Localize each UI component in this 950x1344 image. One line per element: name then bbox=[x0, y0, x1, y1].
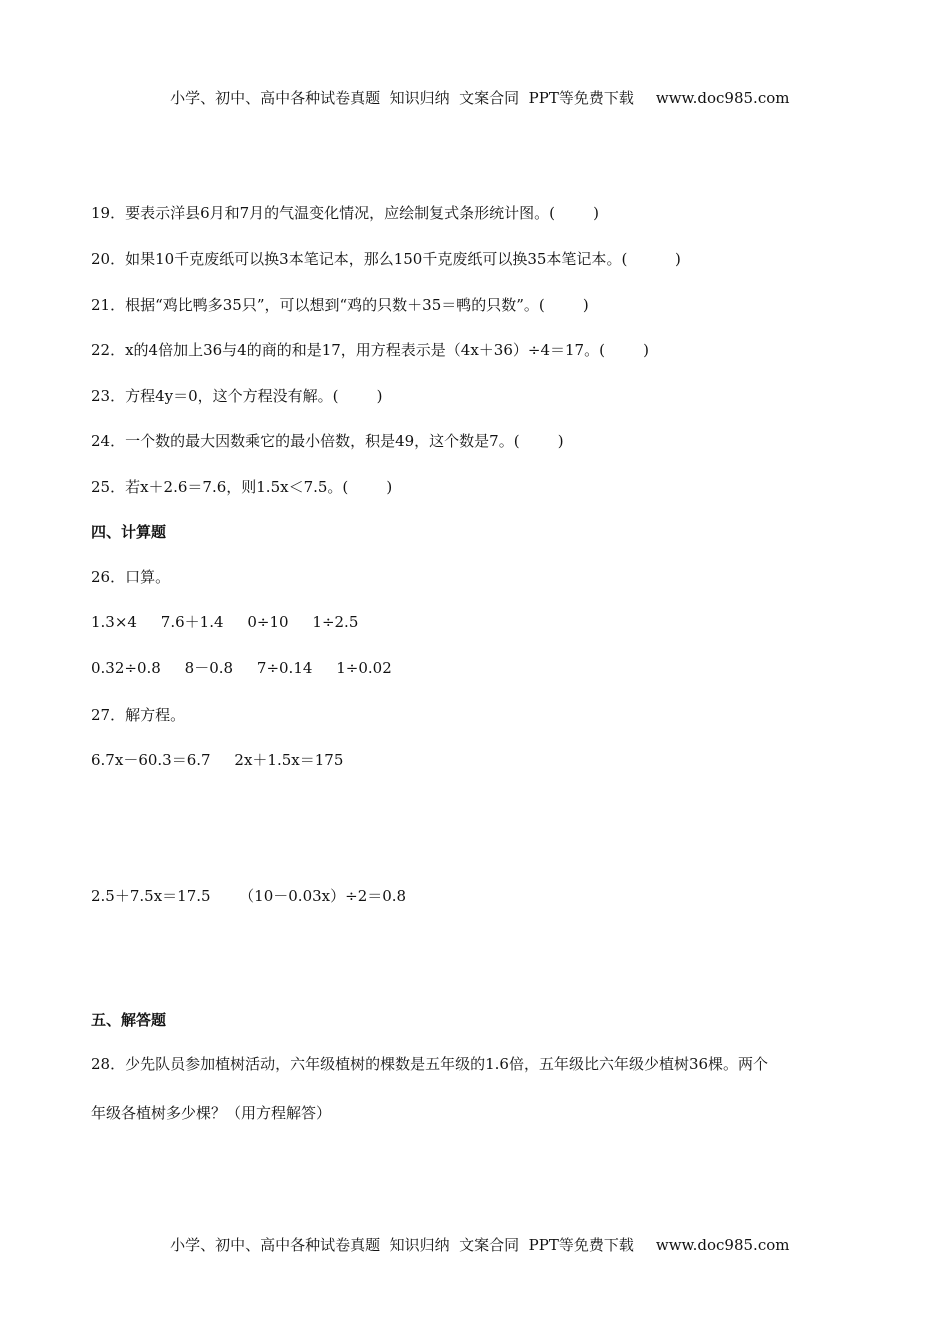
question-23: 23．方程4y＝0，这个方程没有解。( ) bbox=[91, 387, 383, 405]
question-22: 22．x的4倍加上36与4的商的和是17，用方程表示是（4x＋36）÷4＝17。( ) bbox=[91, 341, 649, 359]
question-26-row-2: 0.32÷0.8 8－0.8 7÷0.14 1÷0.02 bbox=[91, 659, 392, 677]
question-26-row-1: 1.3×4 7.6＋1.4 0÷10 1÷2.5 bbox=[91, 613, 359, 631]
question-27-row-2: 2.5＋7.5x＝17.5 （10－0.03x）÷2＝0.8 bbox=[91, 887, 407, 905]
question-24: 24．一个数的最大因数乘它的最小倍数，积是49，这个数是7。( ) bbox=[91, 432, 564, 450]
page-header bbox=[0, 68, 950, 108]
question-27-label: 27．解方程。 bbox=[91, 706, 186, 724]
question-27-row-1: 6.7x－60.3＝6.7 2x＋1.5x＝175 bbox=[91, 751, 344, 769]
question-20: 20．如果10千克废纸可以换3本笔记本，那么150千克废纸可以换35本笔记本。( ) bbox=[91, 250, 681, 268]
question-26-label: 26．口算。 bbox=[91, 568, 171, 586]
question-25: 25．若x＋2.6＝7.6，则1.5x＜7.5。( ) bbox=[91, 478, 393, 496]
question-28-line-1: 28．少先队员参加植树活动，六年级植树的棵数是五年级的1.6倍，五年级比六年级少植树36棵。两个 bbox=[91, 1055, 769, 1073]
section-title-calculation: 四、计算题 bbox=[91, 523, 167, 541]
page-footer bbox=[0, 1215, 950, 1255]
question-19: 19．要表示洋县6月和7月的气温变化情况，应绘制复式条形统计图。( ) bbox=[91, 204, 600, 222]
footer-text: 小学、初中、高中各种试卷真题 知识归纳 文案合同 PPT等免费下载 bbox=[170, 1236, 634, 1254]
footer-url[interactable]: www.doc985.com bbox=[655, 1236, 790, 1254]
header-url[interactable]: www.doc985.com bbox=[655, 89, 790, 107]
header-text: 小学、初中、高中各种试卷真题 知识归纳 文案合同 PPT等免费下载 bbox=[170, 89, 634, 107]
question-21: 21．根据“鸡比鸭多35只”，可以想到“鸡的只数＋35＝鸭的只数”。( ) bbox=[91, 296, 589, 314]
question-28-line-2: 年级各植树多少棵？（用方程解答） bbox=[91, 1104, 332, 1122]
section-title-answer: 五、解答题 bbox=[91, 1011, 167, 1029]
